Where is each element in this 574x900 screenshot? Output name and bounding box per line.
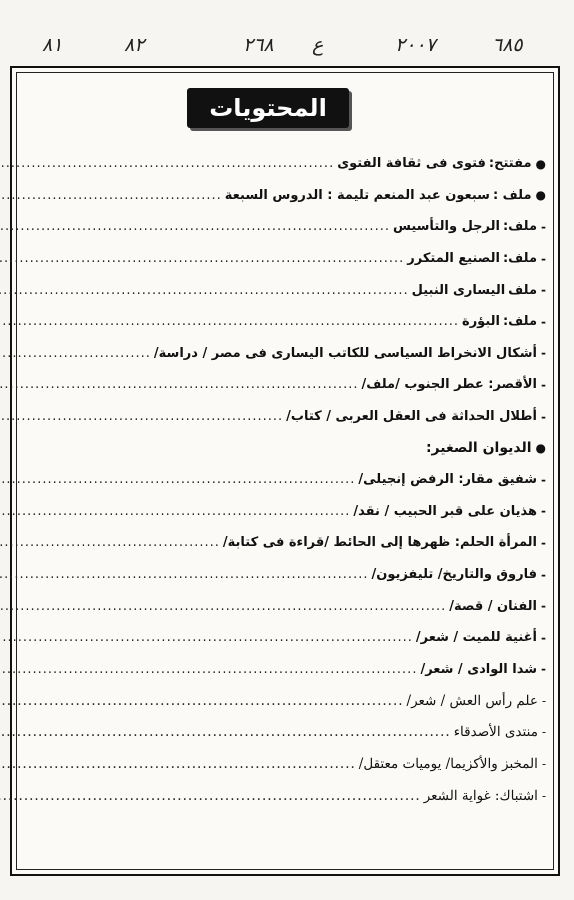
entry-title: اشتباك: غواية الشعر [423,787,538,804]
leader-dots [0,409,283,424]
entry-title: فتوى فى ثقافة الفتوى [337,156,486,172]
leader-dots [0,630,413,645]
toc-entry [26,401,546,433]
handwritten-mark: ٦٨٥ [492,34,523,56]
dash-icon: - [541,251,546,266]
table-of-contents [26,148,546,811]
dash-icon: - [541,472,546,487]
dash-icon: - [541,567,546,582]
entry-title: الصنيع المتكرر [407,251,500,267]
toc-entry [26,211,546,243]
contents-title-box [187,88,349,128]
entry-title: الرجل والتأسيس [392,219,500,235]
toc-entry [26,496,546,528]
leader-dots [0,472,355,487]
dash-icon: - [541,662,546,677]
dash-icon: - [541,409,546,424]
entry-title: منتدى الأصدقاء [453,724,538,741]
entry-lead: ملف [508,282,538,298]
dash-icon: - [541,535,546,550]
entry-lead: ملف: [502,219,538,235]
handwritten-mark: ٨١ [42,34,63,56]
entry-title: أشكال الانخراط السياسى للكاتب اليسارى فى مصر / دراسة/ [153,345,538,361]
handwritten-mark: ع [312,34,324,56]
toc-entry [26,338,546,370]
dash-icon: - [541,283,546,298]
toc-entry [26,654,546,686]
toc-entry [26,464,546,496]
entry-lead: مفتتح: [488,156,532,172]
handwritten-mark: ٨٢ [124,34,145,56]
dash-icon: - [541,346,546,361]
contents-title: المحتويات [209,94,327,122]
leader-dots [0,346,151,361]
dash-icon: - [541,219,546,234]
dash-icon: - [541,504,546,519]
toc-entry [26,748,546,780]
entry-title: البؤرة [462,314,500,330]
leader-dots [0,724,451,740]
leader-dots [0,188,222,203]
bullet-icon: ● [535,156,546,171]
entry-title: شدا الوادى / شعر/ [420,661,538,677]
leader-dots [0,251,404,266]
entry-title: اليسارى النبيل [411,282,506,298]
toc-entry [26,180,546,212]
toc-entry [26,527,546,559]
toc-entry [26,243,546,275]
dash-icon: - [541,630,546,645]
dash-icon: - [541,757,546,772]
leader-dots [0,788,421,804]
entry-title: فاروق والتاريخ/ تليفزيون/ [371,567,538,583]
entry-title: أطلال الحداثة فى العقل العربى / كتاب/ [286,409,538,425]
toc-entry [26,274,546,306]
contents-frame [10,66,560,876]
entry-title: علم رأس العش / شعر/ [406,692,538,709]
toc-entry [26,559,546,591]
leader-dots [0,693,404,709]
entry-title: المخبز والأكزيما/ يوميات معتقل/ [358,756,538,773]
entry-title: الفنان / قصة/ [449,598,538,614]
leader-dots [0,756,356,772]
entry-title: هذيان على قبر الحبيب / نقد/ [353,503,538,519]
dash-icon: - [541,693,546,708]
entry-title: سبعون عبد المنعم تليمة : الدروس السبعة [224,187,490,203]
toc-entry [26,590,546,622]
entry-title: الأقصر: عطر الجنوب /ملف/ [361,377,538,393]
toc-entry [26,369,546,401]
handwritten-mark: ٢٠٠٧ [395,34,436,56]
entry-title: الديوان الصغير: [425,440,532,457]
leader-dots [0,377,359,392]
entry-lead: ملف: [502,314,538,330]
dash-icon: - [541,788,546,803]
section-heading [26,432,546,464]
dash-icon: - [541,314,546,329]
bullet-icon: ● [535,188,546,203]
handwritten-annotations [0,0,574,62]
entry-lead: ملف: [502,251,538,267]
toc-entry [26,717,546,749]
toc-entry [26,622,546,654]
leader-dots [0,314,459,329]
toc-entry [26,780,546,812]
entry-lead: ملف : [492,187,532,203]
dash-icon: - [541,725,546,740]
toc-entry [26,685,546,717]
entry-title: شفيق مقار: الرفض إنجيلى/ [358,472,538,488]
entry-title: أغنية للميت / شعر/ [415,630,538,646]
leader-dots [0,156,334,171]
bullet-icon: ● [535,441,546,456]
leader-dots [0,283,409,298]
leader-dots [0,219,390,234]
dash-icon: - [541,599,546,614]
leader-dots [0,535,220,550]
leader-dots [0,567,368,582]
leader-dots [0,662,417,677]
toc-entry [26,148,546,180]
entry-title: المرأة الحلم: ظهرها إلى الحائط /قراءة فى كتابة/ [222,535,538,551]
leader-dots [0,504,350,519]
dash-icon: - [541,377,546,392]
handwritten-mark: ٢٦٨ [243,34,274,56]
toc-entry [26,306,546,338]
leader-dots [0,599,446,614]
